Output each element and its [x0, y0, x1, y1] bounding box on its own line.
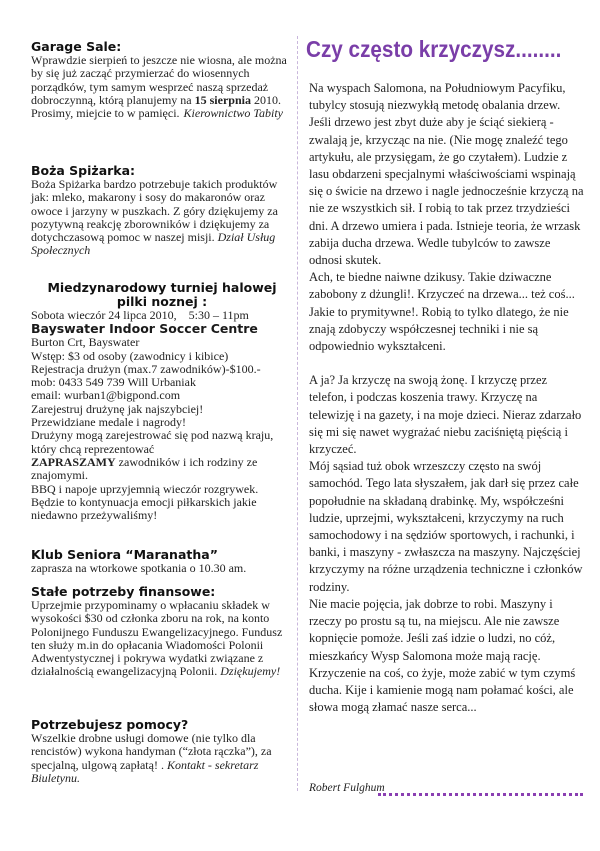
boza-spizarka-section	[31, 164, 293, 258]
turniej-title: Miedzynarodowy turniej halowej pilki noznej :	[47, 280, 277, 309]
turniej-details	[31, 336, 293, 522]
stale-potrzeby-title: Stałe potrzeby finansowe:	[31, 584, 216, 599]
turniej-line: Przewidziane medale i nagrody!	[31, 415, 186, 430]
pomoc-title: Potrzebujesz pomocy?	[31, 717, 189, 732]
garage-sale-text: Wprawdzie sierpień to jeszcze nie wiosna, ale można by się już zacząć przymierzać do wiosennych porządków, tym samym wesprzeć naszą sprzedaż dobroczynną, którą planujemy na 15 sierpnia 2010. Prosimy, miejcie to w pamięci. Kierownictwo Tabity	[31, 53, 287, 121]
klub-seniora-title: Klub Seniora “Maranatha”	[31, 547, 218, 562]
klub-seniora-section	[31, 548, 293, 575]
turniej-line: Zarejestruj drużynę jak najszybciej!	[31, 401, 204, 416]
pomoc-text: Wszelkie drobne usługi domowe (nie tylko dla rencistów) wykona handyman (“złota rączka”), za specjalną, ulgową zapłatą! . Kontakt - sekretarz Biuletynu.	[31, 731, 272, 785]
article-paragraph: Nie macie pojęcia, jak dobrze to robi. Maszyny i rzeczy po prostu są tu, na miejscu. Ale nie zawsze kopnięcie pomoże. Jeśli zaś idzie o ludzi, no cóż, mieszkańcy Wysp Salomona może mają rację.	[309, 596, 560, 663]
turniej-email[interactable]: email: wurban1@bigpond.com	[31, 388, 181, 403]
turniej-invite: ZAPRASZAMY zawodników i ich rodziny ze znajomymi.	[31, 454, 258, 483]
column-divider	[297, 36, 298, 791]
turniej-closing: BBQ i napoje uprzyjemnią wieczór rozgrywek. Będzie to kontynuacja emocji piłkarskich jakie niedawno przeżywaliśmy!	[31, 481, 259, 523]
article-body	[309, 80, 585, 716]
stale-potrzeby-signature: Dziękujemy!	[220, 664, 281, 679]
turniej-venue: Bayswater Indoor Soccer Centre	[31, 321, 258, 337]
garage-sale-section	[31, 40, 293, 120]
stale-potrzeby-section	[31, 585, 293, 679]
article-paragraph: Ach, te biedne naiwne dzikusy. Takie dziwaczne zabobony z dżungli!. Krzyczeć na drzewa... też coś... Jakie to prymitywne!. Robią to tylko dlatego, że nie znają zdobyczy współczesnej techniki i nie są odpowiednio wykształceni.	[309, 270, 575, 354]
turniej-section	[31, 281, 293, 522]
garage-sale-signature: Kierownictwo Tabity	[183, 106, 283, 121]
article-paragraph: Krzyczenie na coś, co żyje, może zabić w tym czymś ducha. Kije i kamienie mogą nam połamać kości, ale słowa mogą złamać nasze serca...	[309, 665, 576, 715]
garage-sale-date: 15 sierpnia	[194, 92, 251, 107]
turniej-line: Drużyny mogą zarejestrować się pod nazwą kraju, który chcą reprezentować	[31, 428, 274, 456]
article-author: Robert Fulghum	[309, 782, 385, 794]
article-paragraph: Mój sąsiad tuż obok wrzeszczy często na swój samochód. Tego lata słyszałem, jak darł się przez całe popołudnie na składaną drabinkę. My, współcześni ludzie, uprzejmi, wykształceni, krzyczymy na ruch samochodowy i na sędziów sportowych, i rachunki, i banki, i maszyny - zwłaszcza na maszyny. Najczęściej krzyczymy na różne urządzenia techniczne i członków rodziny.	[309, 459, 583, 594]
garage-sale-title: Garage Sale:	[31, 39, 122, 54]
boza-spizarka-text: Boża Spiżarka bardzo potrzebuje takich produktów jak: mleko, makarony i sosy do makaronów oraz owoce i jarzyny w puszkach. Z góry dziękujemy za pozytywną reakcję zborowników i dziękujemy za dotychczasową pomoc w naszej misji. Dział Usług Społecznych	[31, 177, 278, 258]
article-paragraph: Na wyspach Salomona, na Południowym Pacyfiku, tubylcy stosują niezwykłą metodę obalania drzew. Jeśli drzewo jest zbyt duże aby je ściąć siekierą - zwalają je, krzycząc na nie. (Nie mogę znaleźć tego artykułu, ale przysięgam, że go czytałem). Ludzie z lasu obdarzeni specjalnymi właściwościami wspinają się o świcie na drzewo i nagle jednocześnie krzyczą na nie ze wszystkich sił. I robią to tak przez trzydzieści dni. A drzewo umiera i pada. Istnieje teoria, że wrzask zabija ducha drzewa. Wedle tubylców to zawsze odnosi skutek.	[309, 81, 584, 268]
article-title: Czy często krzyczysz........	[306, 36, 562, 62]
pomoc-signature: Kontakt - sekretarz Biuletynu.	[31, 757, 259, 785]
klub-seniora-text: zaprasza na wtorkowe spotkania o 10.30 am.	[31, 561, 247, 575]
boza-spizarka-signature: Dział Usług Społecznych	[31, 230, 276, 258]
turniej-date: Sobota wieczór 24 lipca 2010, 5:30 – 11pm	[31, 308, 249, 322]
turniej-line: Wstęp: $3 od osoby (zawodnicy i kibice)	[31, 348, 229, 363]
article-paragraph: A ja? Ja krzyczę na swoją żonę. I krzyczę przez telefon, i podczas koszenia trawy. Krzyczę na telewizję i na gazety, i na moje dzieci. Nieraz zdarzało się mi się nawet wygrażać niebu zaciśniętą pięścią i krzyczeć.	[309, 373, 582, 457]
pomoc-section	[31, 718, 293, 785]
turniej-line: Rejestracja drużyn (max.7 zawodników)-$100.-	[31, 361, 261, 376]
author-dotted-rule	[378, 793, 583, 796]
turniej-line: Burton Crt, Bayswater	[31, 335, 140, 350]
turniej-line: mob: 0433 549 739 Will Urbaniak	[31, 375, 196, 390]
stale-potrzeby-text: Uprzejmie przypominamy o wpłacaniu składek w wysokości $30 od członka zboru na rok, na konto Polonijnego Funduszu Ewangelizacyjnego. Fundusz ten służy m.in do opłacania Wiadomości Polonii Adwentystycznej i pokrywa wydatki związane z działalnością ewangelizacyjną Polonii. Dziękujemy!	[31, 598, 283, 679]
boza-spizarka-title: Boża Spiżarka:	[31, 163, 136, 178]
